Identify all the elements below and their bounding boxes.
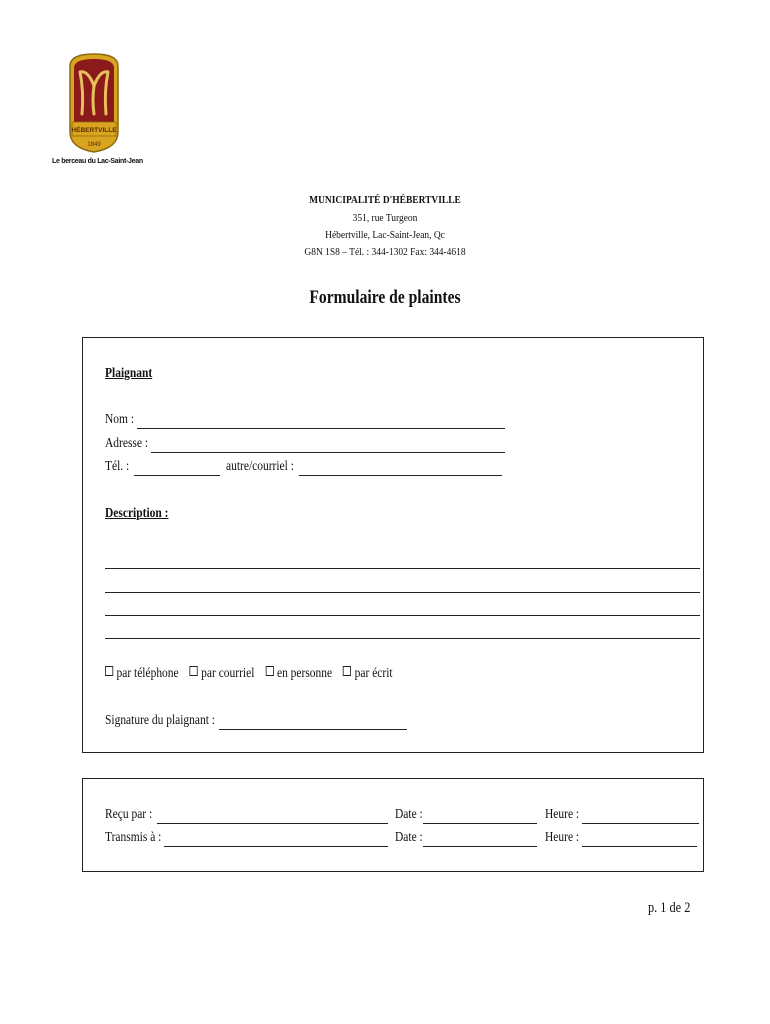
complaint-section bbox=[82, 337, 704, 753]
transmis-date-label: Date : bbox=[395, 830, 423, 845]
recu-heure-label: Heure : bbox=[545, 807, 580, 822]
description-line[interactable] bbox=[105, 568, 700, 569]
page-number: p. 1 de 2 bbox=[648, 900, 691, 916]
option-ecrit-label: par écrit bbox=[354, 666, 393, 681]
option-ecrit[interactable] bbox=[343, 666, 392, 682]
transmis-heure-field[interactable] bbox=[582, 846, 697, 847]
option-courriel-label: par courriel bbox=[201, 666, 255, 681]
recu-field[interactable] bbox=[157, 823, 388, 824]
adresse-field[interactable] bbox=[151, 452, 505, 453]
adresse-label: Adresse : bbox=[105, 436, 149, 451]
recu-heure-field[interactable] bbox=[582, 823, 699, 824]
option-personne-label: en personne bbox=[276, 666, 333, 681]
nom-field[interactable] bbox=[137, 428, 505, 429]
courriel-field[interactable] bbox=[299, 475, 502, 476]
option-courriel[interactable] bbox=[190, 666, 255, 682]
description-line[interactable] bbox=[105, 615, 700, 616]
plaignant-heading: Plaignant bbox=[105, 366, 153, 381]
nom-label: Nom : bbox=[105, 412, 135, 427]
logo-text: HÉBERTVILLE bbox=[71, 127, 117, 134]
org-name: MUNICIPALITÉ D'HÉBERTVILLE bbox=[309, 194, 461, 206]
tel-field[interactable] bbox=[134, 475, 220, 476]
checkbox-ecrit[interactable] bbox=[343, 666, 351, 676]
recu-label: Reçu par : bbox=[105, 807, 153, 822]
tagline: Le berceau du Lac-Saint-Jean bbox=[52, 158, 143, 165]
recu-date-label: Date : bbox=[395, 807, 423, 822]
method-options bbox=[105, 666, 393, 682]
description-heading: Description : bbox=[105, 506, 169, 521]
address-line-3: G8N 1S8 – Tél. : 344-1302 Fax: 344-4618 bbox=[304, 246, 466, 258]
transmis-label: Transmis à : bbox=[105, 830, 162, 845]
tel-label: Tél. : bbox=[105, 459, 130, 474]
transmis-heure-label: Heure : bbox=[545, 830, 580, 845]
option-telephone[interactable] bbox=[105, 666, 179, 682]
office-section bbox=[82, 778, 704, 872]
transmis-date-field[interactable] bbox=[423, 846, 537, 847]
recu-date-field[interactable] bbox=[423, 823, 537, 824]
signature-field[interactable] bbox=[219, 729, 407, 730]
checkbox-courriel[interactable] bbox=[190, 666, 198, 676]
description-line[interactable] bbox=[105, 592, 700, 593]
address-line-2: Hébertville, Lac-Saint-Jean, Qc bbox=[325, 229, 445, 241]
address-line-1: 351, rue Turgeon bbox=[352, 212, 418, 224]
checkbox-telephone[interactable] bbox=[105, 666, 113, 676]
form-title: Formulaire de plaintes bbox=[309, 287, 461, 308]
municipality-logo bbox=[66, 52, 122, 156]
signature-label: Signature du plaignant : bbox=[105, 713, 216, 728]
description-line[interactable] bbox=[105, 638, 700, 639]
checkbox-personne[interactable] bbox=[265, 666, 273, 676]
logo-year: 1849 bbox=[87, 142, 101, 148]
transmis-field[interactable] bbox=[164, 846, 388, 847]
courriel-label: autre/courriel : bbox=[226, 459, 294, 474]
option-personne[interactable] bbox=[265, 666, 332, 682]
option-telephone-label: par téléphone bbox=[116, 666, 179, 681]
